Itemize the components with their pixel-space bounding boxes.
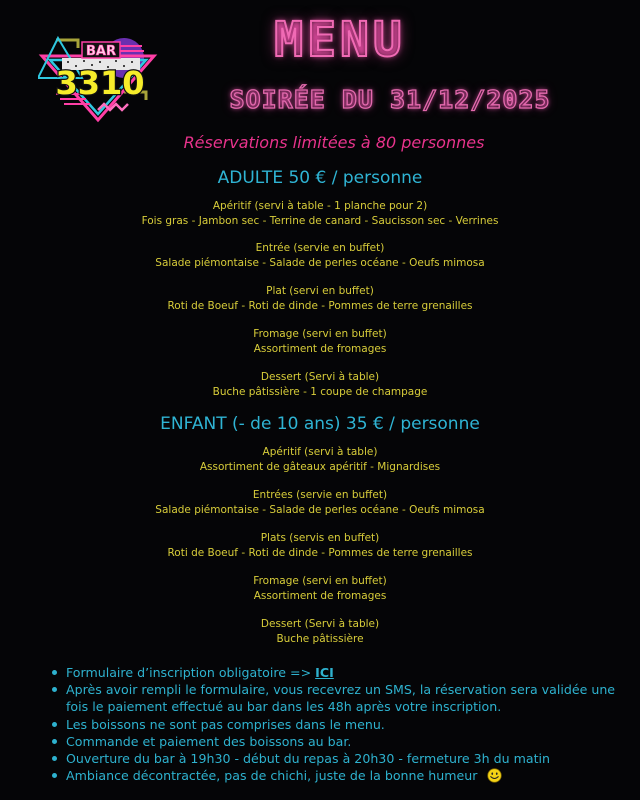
course-items: Assortiment de fromages: [253, 590, 387, 602]
info-text: Les boissons ne sont pas comprises dans le menu.: [66, 716, 385, 732]
course-title: Dessert (Servi à table): [260, 371, 380, 383]
adult-course-fromage: [0, 327, 640, 357]
reservation-limit-note: Réservations limitées à 80 personnes: [183, 133, 485, 152]
child-price-heading: ENFANT (- de 10 ans) 35 € / personne: [160, 414, 480, 434]
course-items: Salade piémontaise - Salade de perles océane - Oeufs mimosa: [155, 504, 485, 516]
adult-price-heading: ADULTE 50 € / personne: [217, 168, 423, 188]
event-date-subtitle: SOIRÉE DU 31/12/2025: [229, 85, 551, 114]
course-title: Apéritif (servi à table): [262, 446, 378, 458]
info-text: Commande et paiement des boissons au bar.: [66, 733, 352, 749]
info-item-drinks-not-included: [66, 716, 626, 733]
course-title: Apéritif (servi à table - 1 planche pour 2): [212, 200, 428, 212]
course-items: Salade piémontaise - Salade de perles océane - Oeufs mimosa: [155, 257, 485, 269]
course-title: Dessert (Servi à table): [260, 618, 380, 630]
svg-text:BAR: BAR: [86, 44, 116, 59]
info-item-registration: [66, 664, 626, 681]
info-list: [48, 664, 626, 784]
info-item-ambiance: [66, 767, 626, 784]
menu-title: MENU: [274, 12, 406, 68]
info-text: Ambiance décontractée, pas de chichi, juste de la bonne humeur: [66, 768, 482, 784]
adult-course-aperitif: [0, 199, 640, 229]
smiley-icon: [487, 768, 502, 783]
course-title: Fromage (servi en buffet): [253, 328, 387, 340]
course-items: Assortiment de fromages: [253, 343, 387, 355]
course-items: Buche pâtissière: [276, 633, 364, 645]
info-text: Formulaire d’inscription obligatoire =>: [66, 665, 316, 680]
info-item-schedule: [66, 750, 626, 767]
svg-text:3310: 3310: [55, 64, 145, 102]
info-item-drinks-payment: [66, 733, 626, 750]
child-course-plats: [0, 531, 640, 561]
course-items: Buche pâtissière - 1 coupe de champage: [212, 386, 428, 398]
adult-course-dessert: [0, 370, 640, 400]
course-items: Roti de Boeuf - Roti de dinde - Pommes de terre grenailles: [167, 547, 473, 559]
adult-course-plat: [0, 284, 640, 314]
course-items: Roti de Boeuf - Roti de dinde - Pommes de terre grenailles: [167, 300, 473, 312]
info-item-sms-confirmation: [66, 681, 626, 715]
course-title: Plat (servi en buffet): [266, 285, 374, 297]
adult-course-entree: [0, 241, 640, 271]
child-course-entrees: [0, 488, 640, 518]
course-items: Fois gras - Jambon sec - Terrine de canard - Saucisson sec - Verrines: [141, 215, 499, 227]
course-title: Fromage (servi en buffet): [253, 575, 387, 587]
info-text: Ouverture du bar à 19h30 - début du repas à 20h30 - fermeture 3h du matin: [66, 751, 550, 767]
registration-form-link[interactable]: ICI: [315, 665, 334, 680]
course-items: Assortiment de gâteaux apéritif - Mignardises: [199, 461, 441, 473]
course-title: Entrées (servie en buffet): [252, 489, 388, 501]
course-title: Entrée (servie en buffet): [255, 242, 385, 254]
child-course-dessert: [0, 617, 640, 647]
child-course-aperitif: [0, 445, 640, 475]
child-course-fromage: [0, 574, 640, 604]
info-text: Après avoir rempli le formulaire, vous recevrez un SMS, la réservation sera validée une fois le paiement effectué au bar dans les 48h après votre inscription.: [66, 682, 616, 715]
course-title: Plats (servis en buffet): [260, 532, 380, 544]
